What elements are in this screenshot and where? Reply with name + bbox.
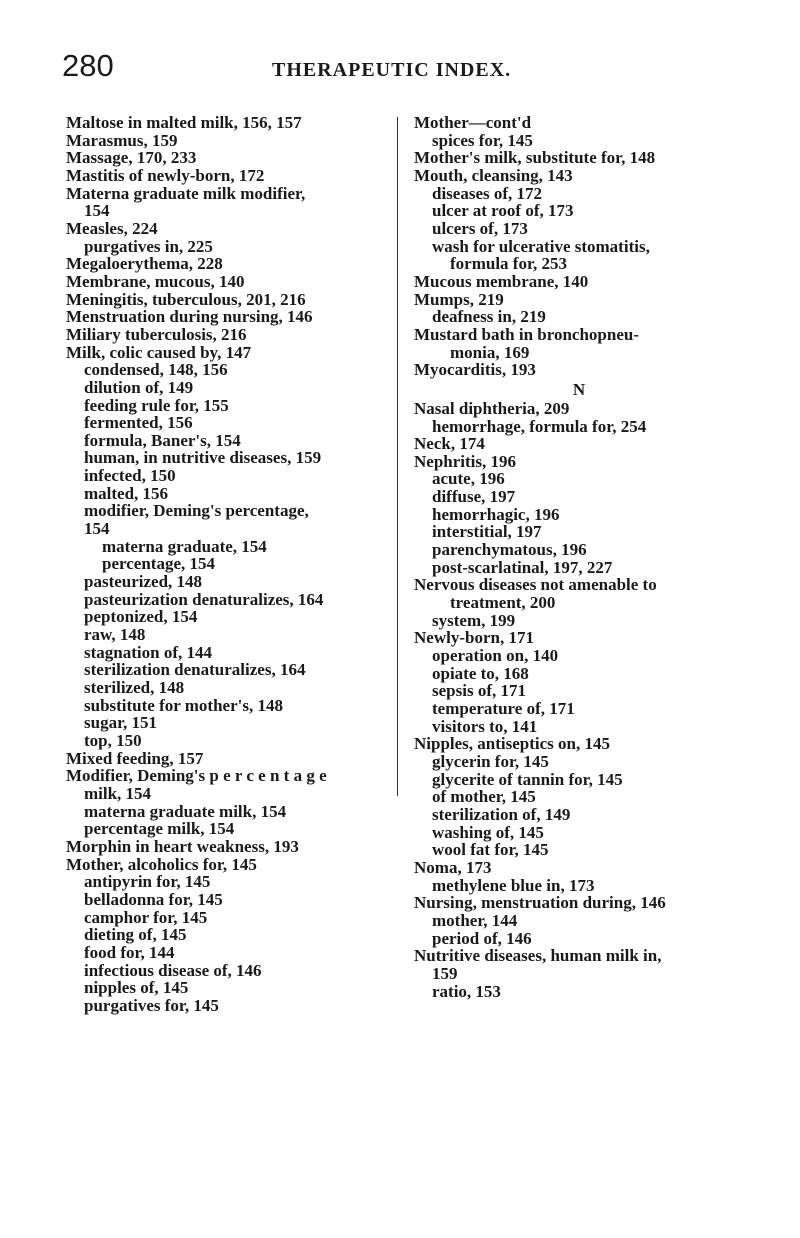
index-entry: Modifier, Deming's p e r c e n t a g e: [66, 766, 327, 786]
index-entry: Mustard bath in bronchopneu-: [414, 324, 639, 344]
index-entry: Megaloerythema, 228: [66, 254, 223, 274]
index-entry: Massage, 170, 233: [66, 148, 197, 168]
page-header: [62, 48, 752, 88]
index-subentry: wash for ulcerative stomatitis,: [432, 236, 650, 256]
index-entry: Mouth, cleansing, 143: [414, 165, 573, 185]
index-subentry: methylene blue in, 173: [432, 875, 595, 895]
index-subentry: formula for, 253: [450, 254, 567, 274]
index-entry: Measles, 224: [66, 218, 158, 238]
index-subentry: stagnation of, 144: [84, 642, 212, 662]
index-subentry: pasteurized, 148: [84, 572, 203, 592]
index-subentry: percentage milk, 154: [84, 819, 235, 839]
section-letter: N: [572, 379, 586, 399]
index-entry: Menstruation during nursing, 146: [66, 307, 313, 327]
index-subentry: ulcers of, 173: [432, 218, 528, 238]
index-subentry: washing of, 145: [432, 822, 544, 842]
index-subentry: pasteurization denaturalizes, 164: [84, 589, 324, 609]
index-subentry: feeding rule for, 155: [84, 395, 229, 415]
index-subentry: system, 199: [432, 610, 516, 630]
index-subentry: dilution of, 149: [84, 377, 194, 397]
index-subentry: 159: [432, 963, 458, 983]
index-subentry: interstitial, 197: [432, 522, 542, 542]
index-subentry: nipples of, 145: [84, 978, 189, 998]
index-subentry: top, 150: [84, 730, 142, 750]
page-number: 280: [62, 48, 114, 83]
index-entry: Miliary tuberculosis, 216: [66, 324, 247, 344]
index-subentry: belladonna for, 145: [84, 889, 223, 909]
index-entry: Myocarditis, 193: [414, 360, 536, 380]
index-subentry: infectious disease of, 146: [84, 960, 262, 980]
index-subentry: temperature of, 171: [432, 699, 575, 718]
index-subentry: food for, 144: [84, 942, 175, 962]
index-entry: Nephritis, 196: [414, 451, 516, 471]
index-subentry: monia, 169: [450, 342, 530, 362]
index-subentry: acute, 196: [432, 469, 505, 489]
index-subentry: materna graduate, 154: [102, 536, 267, 556]
running-title: THERAPEUTIC INDEX.: [272, 59, 512, 81]
index-subentry: 154: [84, 519, 110, 539]
index-subentry: percentage, 154: [102, 554, 215, 574]
index-entry: Maltose in malted milk, 156, 157: [66, 113, 302, 132]
index-subentry: formula, Baner's, 154: [84, 430, 241, 450]
index-subentry: visitors to, 141: [432, 716, 538, 736]
index-subentry: operation on, 140: [432, 646, 559, 666]
index-subentry: sugar, 151: [84, 713, 158, 733]
index-entry: Neck, 174: [414, 434, 485, 454]
index-subentry: antipyrin for, 145: [84, 872, 211, 892]
index-subentry: treatment, 200: [450, 593, 556, 613]
index-subentry: fermented, 156: [84, 413, 193, 433]
index-subentry: dieting of, 145: [84, 925, 187, 945]
index-entry: Milk, colic caused by, 147: [66, 342, 252, 362]
index-entry: Newly-born, 171: [414, 628, 534, 648]
index-subentry: 154: [84, 201, 110, 221]
index-subentry: diseases of, 172: [432, 183, 543, 203]
index-subentry: sterilization of, 149: [432, 804, 571, 824]
index-subentry: parenchymatous, 196: [432, 540, 587, 560]
index-subentry: purgatives in, 225: [84, 236, 213, 256]
index-subentry: purgatives for, 145: [84, 995, 219, 1015]
index-column-right: [414, 114, 744, 1000]
index-entry: Mother's milk, substitute for, 148: [414, 148, 656, 168]
index-subentry: peptonized, 154: [84, 607, 198, 627]
index-entry: Mother, alcoholics for, 145: [66, 854, 257, 874]
index-entry: Nutritive diseases, human milk in,: [414, 946, 662, 966]
index-subentry: ratio, 153: [432, 981, 501, 1001]
index-subentry: substitute for mother's, 148: [84, 695, 283, 715]
index-subentry: glycerin for, 145: [432, 751, 549, 771]
index-entry: Mucous membrane, 140: [414, 271, 589, 291]
index-subentry: opiate to, 168: [432, 663, 529, 683]
index-subentry: glycerite of tannin for, 145: [432, 769, 623, 789]
index-entry: Meningitis, tuberculous, 201, 216: [66, 289, 306, 309]
index-subentry: modifier, Deming's percentage,: [84, 501, 309, 521]
index-entry: Noma, 173: [414, 857, 492, 877]
index-subentry: period of, 146: [432, 928, 532, 948]
index-entry: Nipples, antiseptics on, 145: [414, 734, 610, 754]
index-subentry: human, in nutritive diseases, 159: [84, 448, 322, 468]
index-subentry: camphor for, 145: [84, 907, 208, 927]
index-subentry: materna graduate milk, 154: [84, 801, 287, 821]
index-entry: Nursing, menstruation during, 146: [414, 893, 666, 913]
index-subentry: post-scarlatinal, 197, 227: [432, 557, 613, 577]
index-entry: Membrane, mucous, 140: [66, 271, 245, 291]
index-entry: Nervous diseases not amenable to: [414, 575, 657, 595]
index-subentry: sepsis of, 171: [432, 681, 526, 701]
index-entry: Mixed feeding, 157: [66, 748, 204, 768]
index-subentry: deafness in, 219: [432, 307, 546, 327]
index-subentry: sterilization denaturalizes, 164: [84, 660, 306, 680]
index-entry: Mother—cont'd: [414, 113, 532, 132]
column-divider: [397, 117, 398, 796]
index-entry: Mumps, 219: [414, 289, 504, 309]
index-subentry: malted, 156: [84, 483, 169, 503]
index-subentry: wool fat for, 145: [432, 840, 549, 860]
index-entry: Marasmus, 159: [66, 130, 178, 150]
index-entry: Materna graduate milk modifier,: [66, 183, 306, 203]
index-subentry: infected, 150: [84, 466, 176, 486]
index-subentry: hemorrhage, formula for, 254: [432, 416, 647, 436]
index-subentry: hemorrhagic, 196: [432, 504, 560, 524]
index-entry: Morphin in heart weakness, 193: [66, 836, 299, 856]
index-subentry: diffuse, 197: [432, 487, 516, 507]
index-subentry: sterilized, 148: [84, 678, 185, 697]
index-subentry: condensed, 148, 156: [84, 360, 228, 380]
index-entry: Mastitis of newly-born, 172: [66, 165, 265, 185]
index-entry: Nasal diphtheria, 209: [414, 398, 570, 418]
index-subentry: milk, 154: [84, 783, 152, 803]
index-subentry: of mother, 145: [432, 787, 536, 807]
index-column-left: [66, 114, 396, 1014]
index-subentry: ulcer at roof of, 173: [432, 201, 574, 221]
index-subentry: mother, 144: [432, 910, 518, 930]
index-subentry: spices for, 145: [432, 130, 533, 150]
index-subentry: raw, 148: [84, 625, 146, 645]
